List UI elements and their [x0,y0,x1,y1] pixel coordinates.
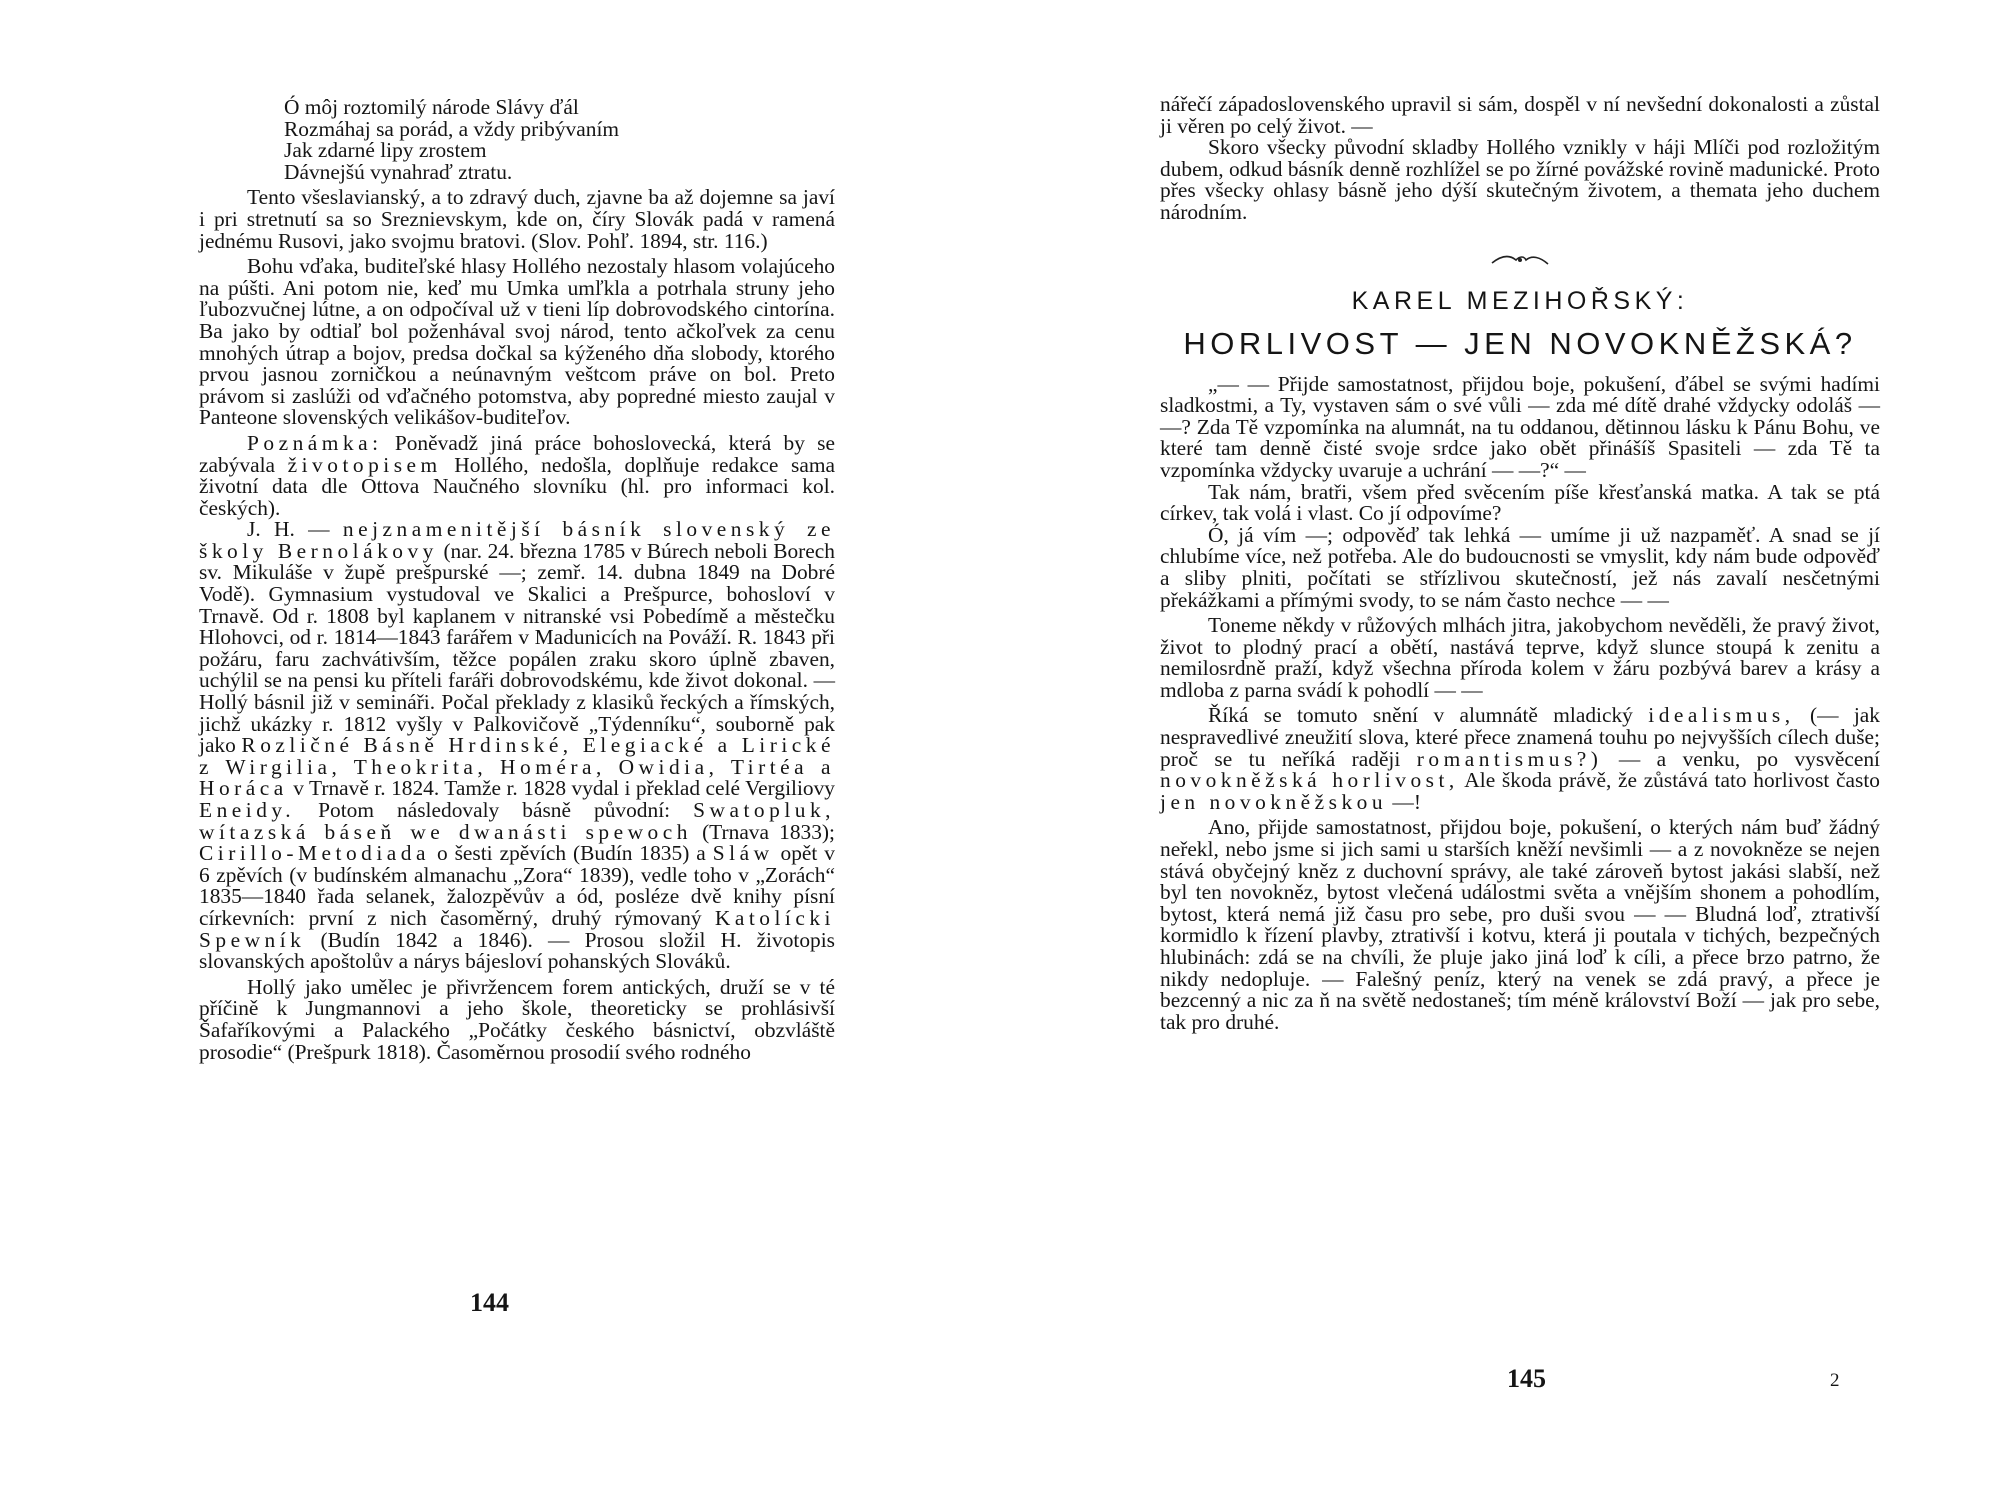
poem-stanza [284,97,835,183]
paragraph: Ano, přijde samostatnost, přijdou boje, pokušení, o kterých nám buď žádný neřekl, nebo jsme si jich sami u starších kněží nevšimli — a z novokněze se nejen stává obyčejný kněz z duchovní správy, ale také zároveň bytost jakási slabší, než byl ten novokněz, bytost vlečená událostmi světa a vnějším shonem a pohodlím, bytost, která nemá již času pro sebe, pro duši svou — — Bludná loď, ztrativší kormidlo k řízení plavby, ztrativší i kotvu, která ji poutala v tichých, bezpečných hlubinách: zdá se na chvíli, že pluje jako jiná loď k cíli, a přece brzo patrno, že nikdy nedopluje. — Falešný peníz, který na venek se zdá pravý, a přece je bezcenný a nic za ň na světě nedostaneš; tím méně království Boží — jak pro sebe, tak pro druhé. [1160,815,1880,1034]
left-text-column [199,97,835,1063]
paragraph: nářečí západoslovenského upravil si sám, dospěl v ní nevšední dokonalosti a zůstal ji věren po celý život. — [1160,92,1880,138]
signature-mark: 2 [1830,1370,1840,1391]
paragraph: Bohu vďaka, buditeľské hlasy Hollého nezostaly hlasom volajúceho na púšti. Ani potom nie, keď mu Umka umľkla a potrhala struny jeho ľubozvučnej lútne, a on odpočíval už v tieni líp dobrovodského cintorína. Ba jako by odtiaľ bol poženhával svoj národ, tento ačkoľvek za cenu mnohých útrap a bojov, predsa dočkal sa kýženého dňa slobody, ktorého prvou jasnou zorničkou a neúnavným veštcom práve on bol. Preto právom si zaslúži od vďačného potomstva, aby popredné miesto zaujal v Panteone slovenských velikášov-buditeľov. [199,254,835,430]
paragraph: Skoro všecky původní skladby Hollého vznikly v háji Mlíči pod rozložitým dubem, odkud básník denně rozhlížel se po žírné povážské rovině madunické. Proto přes všecky ohlasy básně jeho dýší skutečným životem, a themata jeho duchem národním. [1160,135,1880,224]
article-title: HORLIVOST — JEN NOVOKNĚŽSKÁ? [1183,325,1857,361]
page-number-right: 145 [1507,1364,1546,1393]
note-label: Poznámka: [247,430,383,455]
poem-line: Jak zdarné lipy zrostem [284,138,487,163]
editorial-note: Poznámka: Poněvadž jiná práce bohoslovecká, která by se zabývala životopisem Hollého, nedošla, doplňuje redakce sama životní data dle Ottova Naučného slovníku (hl. pro informaci kol. českých). [199,430,836,520]
ornament-flourish-icon [1160,250,1880,266]
right-text-column [1160,94,1880,1033]
biography-paragraph: J. H. — nejznamenitější básník slovenský ze školy Bernolákovy (nar. 24. března 1785 v Búrech neboli Borech sv. Mikuláše v župě prešpurské —; zemř. 14. dubna 1849 na Dobré Vodě). Gymnasium vystudoval ve Skalici a Prešpurce, bohosloví v Trnavě. Od r. 1808 byl kaplanem v nitranské vsi Pobedímě a městečku Hlohovci, od r. 1814—1843 farářem v Madunicích na Pováží. R. 1843 při požáru, faru zachvátivším, těžce popálen zraku skoro úplně zbaven, uchýlil se na pensi ku příteli faráři dobrovodskému, kde život dokonal. — Hollý básnil již v semináři. Počal překlady z klasiků řeckých a římských, jichž ukázky r. 1812 vyšly v Palkovičově „Týdenníku“, souborně pak jako Rozličné Básně Hrdinské, Elegiacké a Lirické z Wirgilia, Theokrita, Homéra, Owidia, Tirtéa a Horáca v Trnavě r. 1824. Tamže r. 1828 vydal i překlad celé Vergiliovy Eneidy. Potom následovaly básně původní: Swatopluk, wítazská báseň we dwanásti spewoch (Trnava 1833); Cirillo-Metodiada o šesti zpěvích (Budín 1835) a Sláw opět v 6 zpěvích (v budínském almanachu „Zora“ 1839), vedle toho v „Zorách“ 1835—1840 řada selanek, žalozpěvův a ód, posléze dvě knihy písní církevních: první z nich časoměrný, druhý rýmovaný Katolícki Spewník (Budín 1842 a 1846). — Prosou složil H. životopis slovanských apoštolův a nárys bájesloví pohanských Slováků. [199,517,835,974]
paragraph: „— — Přijde samostatnost, přijdou boje, pokušení, ďábel se svými hadími sladkostmi, a Ty, vystaven sám o své vůli — zda mé dítě drahé vždycky odoláš — —? Zda Tě vzpomínka na alumnát, na tu oddanou, dětinnou lásku k Pánu Bohu, ve které tam denně čisté svoje srdce jako obět přinášíš Spasiteli — zda Tě ta vzpomínka vždycky uvaruje a uchrání — —?“ — [1160,371,1880,482]
page-number-left: 144 [470,1288,509,1317]
right-page [1007,0,2014,1501]
poem-line: Rozmáhaj sa porád, a vždy pribývaním [284,116,620,141]
poem-line: Ó môj roztomilý národe Slávy ďál [284,95,579,119]
paragraph: Toneme někdy v růžových mlhách jitra, jakobychom nevěděli, že pravý život, život to plodný prací a obětí, nastává teprve, když slunce stoupá k zenitu a nemilosrdně praží, když všechna příroda kolem v žáru pozbývá barev a krásy a mdloba z parna svádí k pohodlí — — [1160,613,1880,702]
paragraph: Hollý jako umělec je přivržencem forem antických, druží se v té příčině k Jungmannovi a jeho škole, theoreticky se prohlásivší Šafaříkovými a Palackého „Počátky českého básnictví, obzvláště prosodie“ (Prešpurk 1818). Časoměrnou prosodií svého rodného [199,974,835,1064]
article-author: KAREL MEZIHOŘSKÝ: [1351,286,1689,315]
paragraph: Říká se tomuto snění v alumnátě mladický idealismus, (— jak nespravedlivé zneužití slova, které přece znamená touhu po nejvyšších cílech duše; proč se tu neříká raději romantismus?) — a venku, po vysvěcení novokněžská horlivost, Ale škoda právě, že zůstává tato horlivost často jen novokněžskou —! [1160,703,1880,814]
poem-line: Dávnejšú vynahraď ztratu. [284,159,513,184]
paragraph: Tak nám, bratři, všem před svěcením píše křesťanská matka. A tak se ptá církev, tak volá i vlast. Co jí odpovíme? [1160,479,1880,526]
paragraph: Tento všeslavianský, a to zdravý duch, zjavne ba až dojemne sa javí i pri stretnutí sa so Sreznievskym, kde on, číry Slovák padá v ramená jednému Rusovi, jako svojmu bratovi. (Slov. Pohľ. 1894, str. 116.) [199,185,835,253]
paragraph: Ó, já vím —; odpověď tak lehká — umíme ji už nazpaměť. A snad se jí chlubíme více, než potřeba. Ale do budoucnosti se vmyslit, kdy nám bude odpověď a sliby plniti, počítati se střízlivou skutečností, jež nás zavalí nesčetnými překážkami a přímými svody, to se nám často nechce — — [1160,522,1880,612]
